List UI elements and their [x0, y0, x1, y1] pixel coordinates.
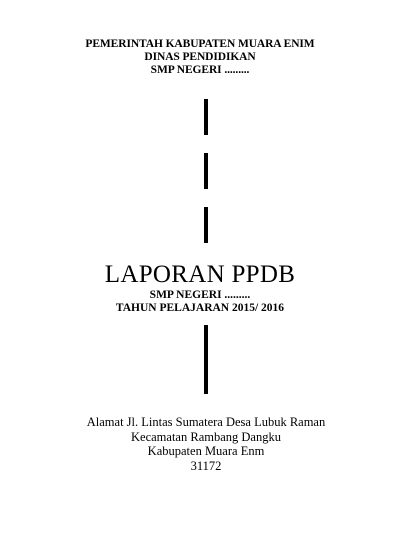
- address-district: Kecamatan Rambang Dangku: [131, 429, 281, 444]
- report-academic-year: TAHUN PELAJARAN 2015/ 2016: [115, 302, 285, 314]
- address-street: Alamat Jl. Lintas Sumatera Desa Lubuk Raman: [86, 415, 326, 429]
- address-regency: Kabupaten Muara Enm: [147, 444, 265, 458]
- title-block: [0, 261, 400, 315]
- address-block: [0, 415, 400, 473]
- vertical-divider-bar: [204, 207, 208, 243]
- vertical-divider-bar: [204, 153, 208, 189]
- document-header: [0, 38, 400, 77]
- header-government: PEMERINTAH KABUPATEN MUARA ENIM: [85, 38, 315, 50]
- vertical-divider-bar: [204, 99, 208, 135]
- report-school: SMP NEGERI .........: [149, 289, 251, 301]
- header-school: SMP NEGERI .........: [150, 64, 250, 76]
- vertical-divider-bar: [204, 325, 208, 394]
- header-department: DINAS PENDIDIKAN: [144, 51, 256, 63]
- address-postal-code: 31172: [190, 458, 222, 473]
- report-title: LAPORAN PPDB: [104, 261, 296, 288]
